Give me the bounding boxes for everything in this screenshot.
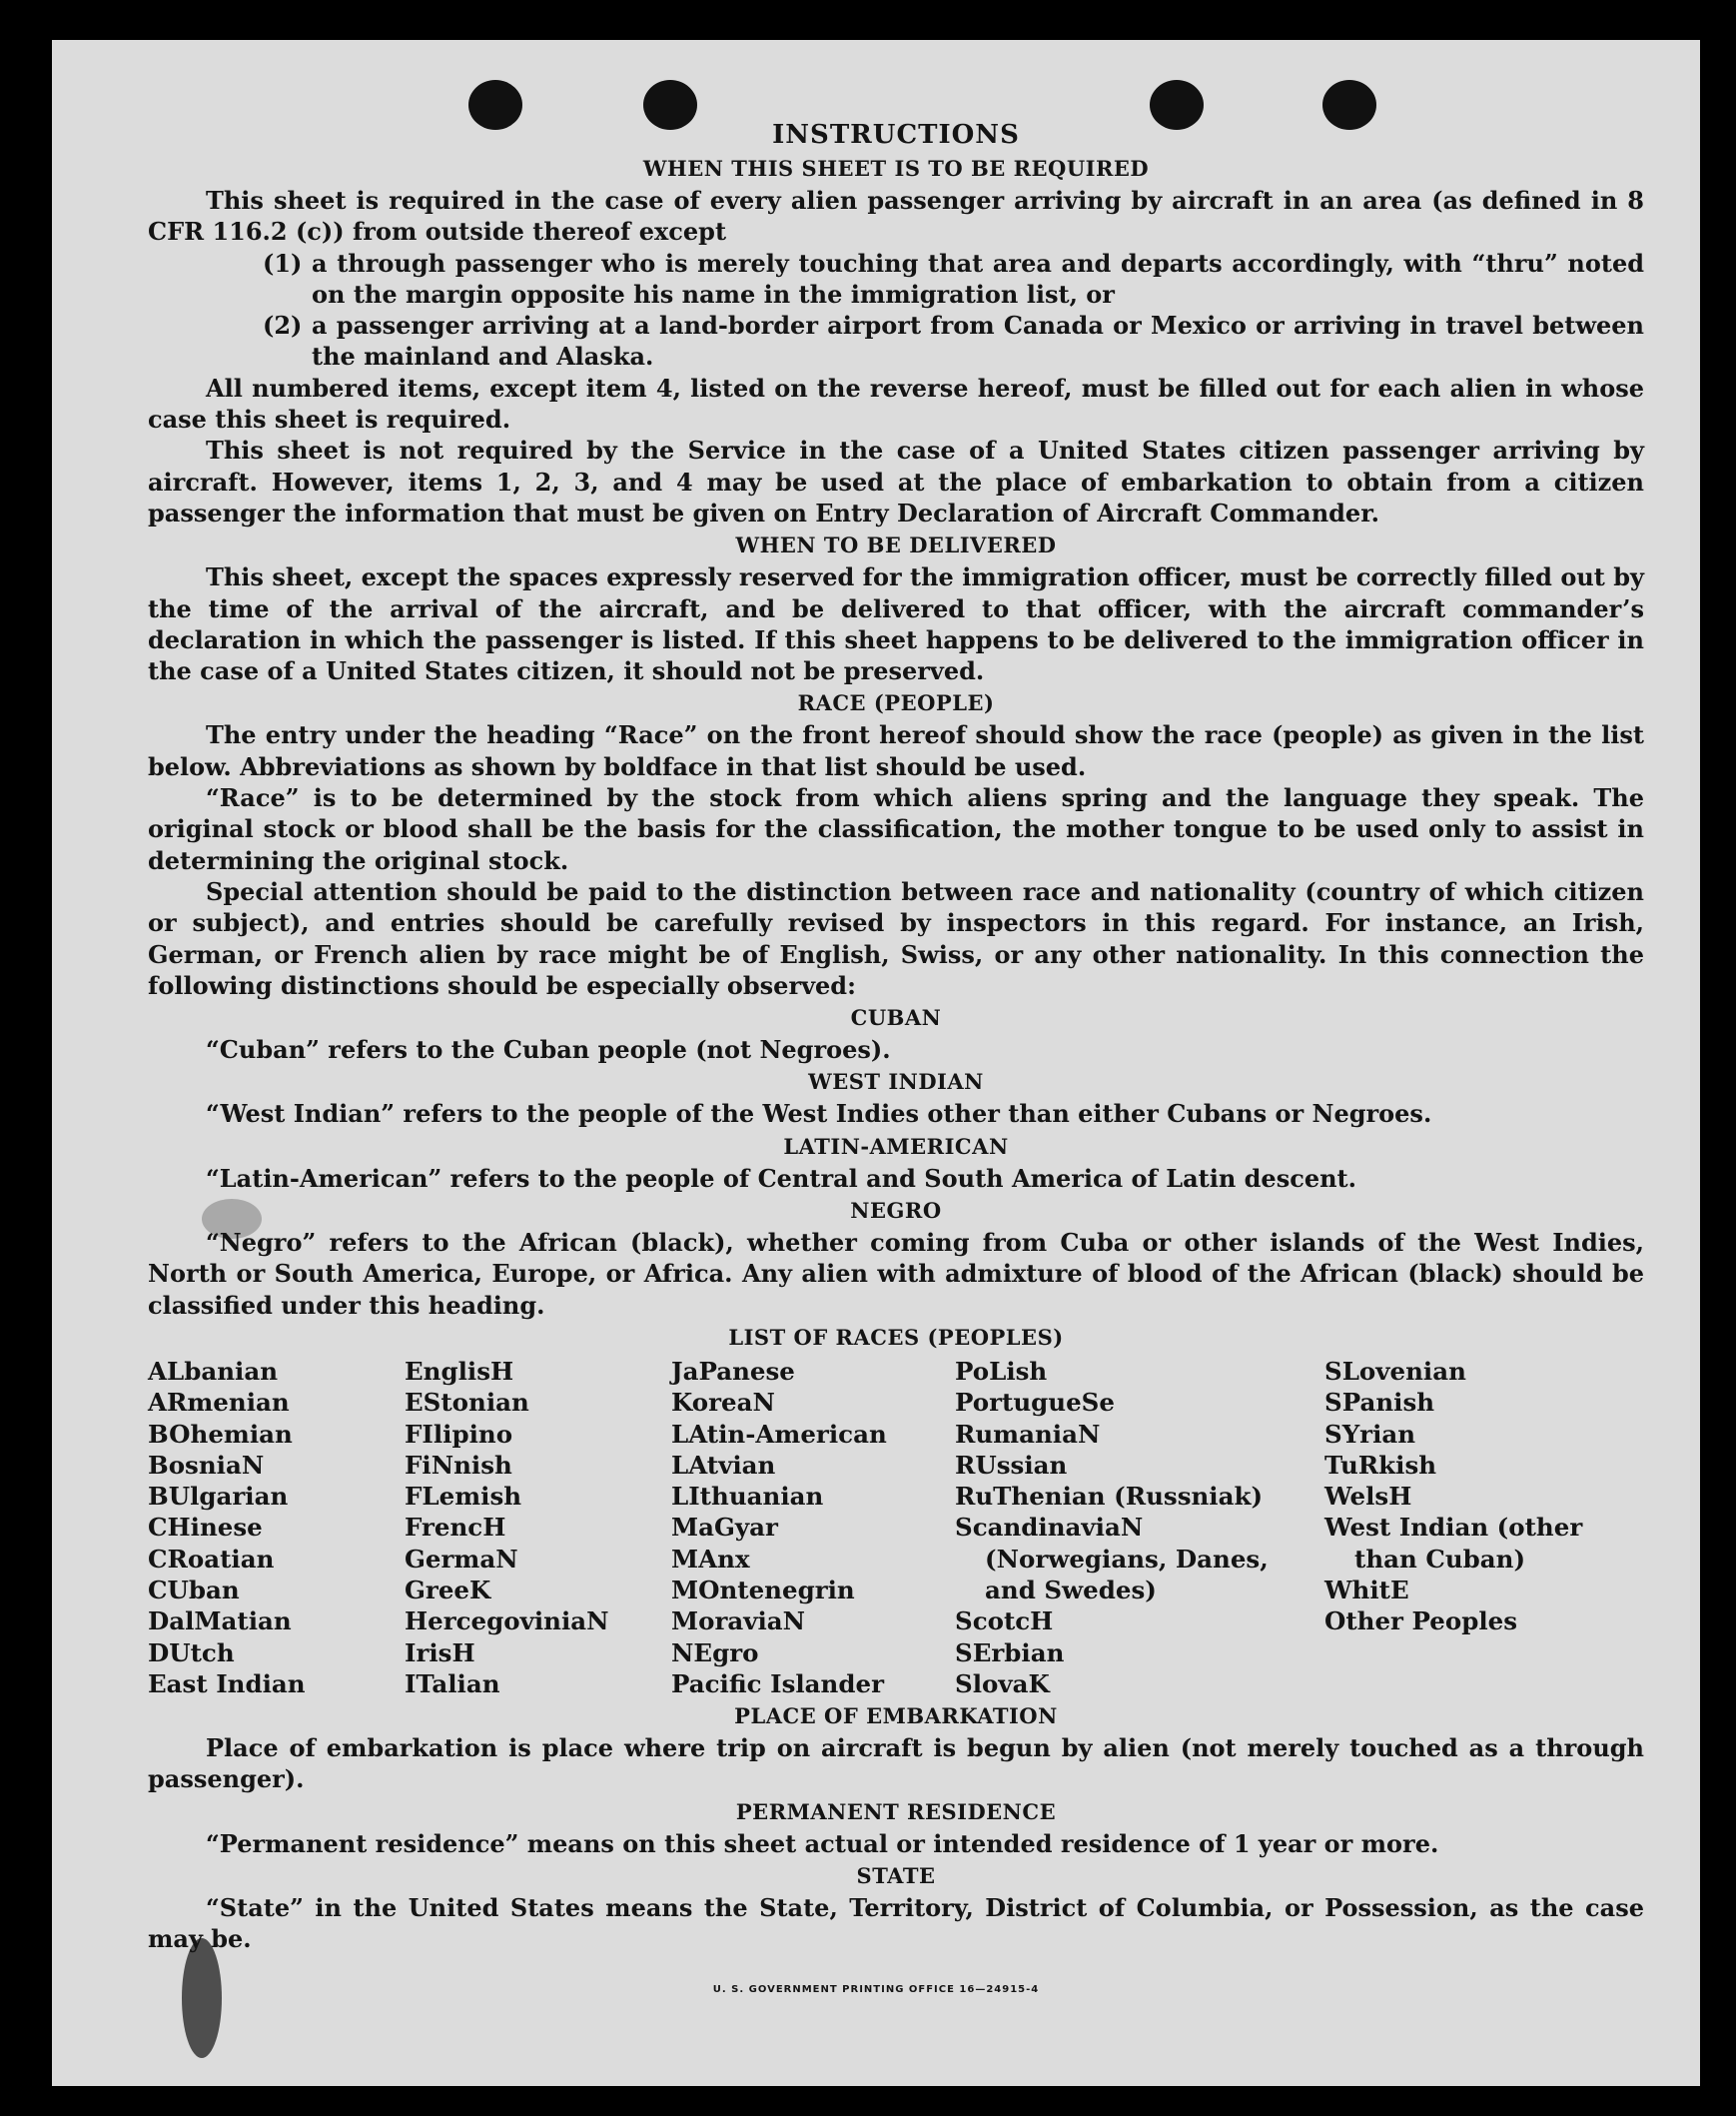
printer-imprint: U. S. GOVERNMENT PRINTING OFFICE 16—24915-4 bbox=[712, 1984, 1040, 1995]
race-entry: BUlgarian bbox=[148, 1482, 289, 1512]
race-entry: ITalian bbox=[405, 1668, 500, 1698]
document-sheet bbox=[52, 40, 1700, 2086]
race-entry: KoreaN bbox=[671, 1388, 775, 1418]
race-column bbox=[148, 1356, 405, 1699]
item-number: (1) bbox=[263, 248, 303, 278]
list-item bbox=[263, 310, 1644, 373]
race-entry: SLovenian bbox=[1324, 1356, 1466, 1386]
race-entry: IrisH bbox=[405, 1637, 475, 1667]
race-entry: DUtch bbox=[148, 1637, 235, 1667]
race-entry: JaPanese bbox=[671, 1356, 795, 1386]
race-entry: MAnx bbox=[671, 1544, 750, 1574]
race-entry: LAtvian bbox=[671, 1450, 776, 1480]
race-entry: ScandinaviaN (Norwegians, Danes, and Swedes) bbox=[955, 1513, 1269, 1604]
definition: “Permanent residence” means on this sheet actual or intended residence of 1 year or more. bbox=[206, 1828, 1439, 1858]
race-entry: FLemish bbox=[405, 1482, 522, 1512]
document-title: INSTRUCTIONS bbox=[772, 120, 1020, 150]
race-column bbox=[405, 1356, 671, 1699]
race-entry: DalMatian bbox=[148, 1606, 292, 1636]
section-heading: WHEN TO BE DELIVERED bbox=[735, 532, 1057, 558]
section-heading: CUBAN bbox=[850, 1005, 942, 1031]
race-list bbox=[148, 1356, 1644, 1699]
race-entry: FrencH bbox=[405, 1513, 506, 1543]
definition: “West Indian” refers to the people of the West Indies other than either Cubans or Negroes. bbox=[206, 1099, 1432, 1129]
race-entry: RUssian bbox=[955, 1450, 1068, 1480]
instructions-body bbox=[148, 118, 1644, 1955]
race-entry: East Indian bbox=[148, 1668, 306, 1698]
race-entry: ALbanian bbox=[148, 1356, 279, 1386]
definition: “Cuban” refers to the Cuban people (not Negroes). bbox=[206, 1035, 891, 1065]
paragraph: Special attention should be paid to the distinction between race and nationality (country of which citizen or subject), and entries should be carefully revised by inspectors in this regard. For instance, an Irish, German, or French alien by race might be of English, Swiss, or any other nationality. In this connection the following distinctions should be especially observed: bbox=[148, 876, 1644, 1000]
race-entry: SErbian bbox=[955, 1637, 1065, 1667]
section-heading: PLACE OF EMBARKATION bbox=[734, 1703, 1058, 1729]
race-entry: RumaniaN bbox=[955, 1419, 1101, 1449]
paragraph: This sheet is not required by the Service in the case of a United States citizen passenger arriving by aircraft. However, items 1, 2, 3, and 4 may be used at the place of embarkation to obtain from a citizen passenger the information that must be given on Entry Declaration of Aircraft Commander. bbox=[148, 436, 1644, 528]
race-entry: WelsH bbox=[1324, 1482, 1412, 1512]
race-column bbox=[1324, 1356, 1584, 1699]
section-heading: WEST INDIAN bbox=[808, 1069, 984, 1095]
race-entry: HercegoviniaN bbox=[405, 1606, 609, 1636]
item-text: a passenger arriving at a land-border airport from Canada or Mexico or arriving in travel between the mainland and Alaska. bbox=[312, 311, 1644, 372]
race-entry: ScotcH bbox=[955, 1606, 1054, 1636]
section-heading: PERMANENT RESIDENCE bbox=[735, 1798, 1057, 1824]
paragraph: “Race” is to be determined by the stock from which aliens spring and the language they speak. The original stock or blood shall be the basis for the classification, the mother tongue to be used only to assist in determining the original stock. bbox=[148, 783, 1644, 875]
list-item bbox=[263, 248, 1644, 311]
race-entry: SPanish bbox=[1324, 1388, 1435, 1418]
race-entry: BOhemian bbox=[148, 1419, 293, 1449]
race-column bbox=[955, 1356, 1324, 1699]
race-entry: SYrian bbox=[1324, 1419, 1416, 1449]
race-entry: CUban bbox=[148, 1575, 240, 1604]
section-heading: NEGRO bbox=[850, 1198, 942, 1224]
race-entry: FIlipino bbox=[405, 1419, 513, 1449]
race-entry: ARmenian bbox=[148, 1388, 290, 1418]
race-entry: WhitE bbox=[1324, 1575, 1409, 1604]
race-entry: TuRkish bbox=[1324, 1450, 1437, 1480]
race-entry: Pacific Islander bbox=[671, 1668, 884, 1698]
race-entry: CHinese bbox=[148, 1513, 263, 1543]
race-entry: FiNnish bbox=[405, 1450, 512, 1480]
section-heading: RACE (PEOPLE) bbox=[797, 690, 995, 716]
race-entry: EnglisH bbox=[405, 1356, 514, 1386]
race-entry: PortugueSe bbox=[955, 1388, 1115, 1418]
race-entry: LAtin-American bbox=[671, 1419, 887, 1449]
paragraph: “Negro” refers to the African (black), whether coming from Cuba or other islands of the West Indies, North or South America, Europe, or Africa. Any alien with admixture of blood of the African (black) should be classified under this heading. bbox=[148, 1228, 1644, 1320]
paragraph: This sheet is required in the case of every alien passenger arriving by aircraft in an area (as defined in 8 CFR 116.2 (c)) from outside thereof except bbox=[148, 186, 1644, 247]
race-entry: West Indian (other than Cuban) bbox=[1324, 1513, 1583, 1574]
section-heading: LIST OF RACES (PEOPLES) bbox=[728, 1324, 1064, 1350]
item-text: a through passenger who is merely touching that area and departs accordingly, with “thru” noted on the margin opposite his name in the immigration list, or bbox=[312, 248, 1644, 309]
item-number: (2) bbox=[263, 311, 303, 341]
race-entry: MoraviaN bbox=[671, 1606, 806, 1636]
race-entry: GermaN bbox=[405, 1544, 518, 1574]
ink-smudge bbox=[182, 1938, 222, 2058]
definition: “Latin-American” refers to the people of Central and South America of Latin descent. bbox=[206, 1163, 1356, 1193]
race-entry: RuThenian (Russniak) bbox=[955, 1482, 1264, 1512]
race-entry: BosniaN bbox=[148, 1450, 265, 1480]
paragraph: This sheet, except the spaces expressly reserved for the immigration officer, must be correctly filled out by the time of the arrival of the aircraft, and be delivered to that officer, with the aircraft commander’s declaration in which the passenger is listed. If this sheet happens to be delivered to the immigration officer in the case of a United States citizen, it should not be preserved. bbox=[148, 562, 1644, 686]
section-heading: STATE bbox=[856, 1863, 936, 1889]
paragraph: “State” in the United States means the State, Territory, District of Columbia, or Possession, as the case may be. bbox=[148, 1893, 1644, 1954]
paragraph: The entry under the heading “Race” on the front hereof should show the race (people) as given in the list below. Abbreviations as shown by boldface in that list should be used. bbox=[148, 720, 1644, 781]
race-entry: CRoatian bbox=[148, 1544, 275, 1574]
race-column bbox=[671, 1356, 955, 1699]
paragraph: Place of embarkation is place where trip on aircraft is begun by alien (not merely touched as a through passenger). bbox=[148, 1733, 1644, 1794]
race-entry: MaGyar bbox=[671, 1513, 778, 1543]
race-entry: MOntenegrin bbox=[671, 1575, 855, 1604]
race-entry: GreeK bbox=[405, 1575, 491, 1604]
race-entry: Other Peoples bbox=[1324, 1606, 1518, 1636]
race-entry: EStonian bbox=[405, 1388, 529, 1418]
section-heading: LATIN-AMERICAN bbox=[783, 1133, 1009, 1159]
paragraph: All numbered items, except item 4, listed on the reverse hereof, must be filled out for each alien in whose case this sheet is required. bbox=[148, 373, 1644, 435]
race-entry: LIthuanian bbox=[671, 1482, 824, 1512]
section-heading: WHEN THIS SHEET IS TO BE REQUIRED bbox=[642, 156, 1150, 181]
race-entry: NEgro bbox=[671, 1637, 759, 1667]
race-entry: SlovaK bbox=[955, 1668, 1050, 1698]
race-entry: PoLish bbox=[955, 1356, 1048, 1386]
